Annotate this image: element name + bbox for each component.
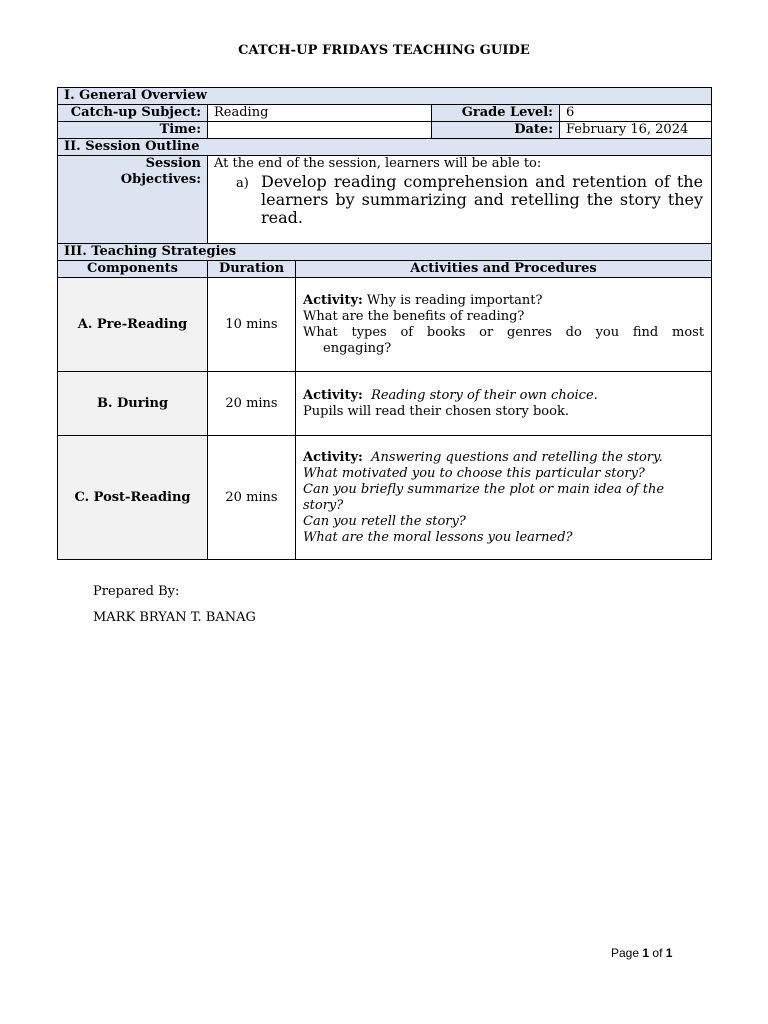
column-header-components: Components <box>58 261 208 278</box>
duration-cell: 20 mins <box>208 436 296 560</box>
activity-title: Answering questions and retelling the story. <box>371 449 663 465</box>
section-teaching-strategies <box>58 244 712 261</box>
general-overview-heading: I. General Overview <box>58 88 712 105</box>
activity-line <box>303 293 704 309</box>
activity-label: Activity: <box>303 449 363 465</box>
activity-title: Reading story of their own choice. <box>371 387 598 403</box>
procedure-line: Can you retell the story? <box>303 513 466 529</box>
page-word: Page <box>611 946 640 960</box>
procedure-line: What are the benefits of reading? <box>303 308 525 324</box>
duration-cell: 20 mins <box>208 372 296 436</box>
session-outline-heading: II. Session Outline <box>58 139 712 156</box>
teaching-guide-table <box>57 87 712 560</box>
page-total: 1 <box>665 946 673 960</box>
objective-text: Develop reading comprehension and retention of the learners by summarizing and retelling the story they read. <box>261 172 704 227</box>
subject-value: Reading <box>208 105 432 122</box>
procedure-line: engaging? <box>323 340 392 356</box>
page-number <box>611 946 672 960</box>
procedure-line: What motivated you to choose this particular story? <box>303 465 645 481</box>
activity-line <box>303 388 704 404</box>
page-of: of <box>652 946 663 960</box>
procedure-line: Pupils will read their chosen story book. <box>303 403 569 419</box>
strategies-header-row <box>58 261 712 278</box>
prepared-by-name: MARK BRYAN T. BANAG <box>93 610 256 625</box>
objectives-content <box>208 156 712 244</box>
procedure-line: story? <box>303 497 344 513</box>
date-value: February 16, 2024 <box>560 122 712 139</box>
time-date-row <box>58 122 712 139</box>
document-title: CATCH-UP FRIDAYS TEACHING GUIDE <box>238 43 530 58</box>
column-header-duration: Duration <box>208 261 296 278</box>
strategy-row-during <box>58 372 712 436</box>
prepared-by-label: Prepared By: <box>93 584 180 599</box>
objectives-intro: At the end of the session, learners will be able to: <box>214 156 542 171</box>
objectives-row <box>58 156 712 244</box>
subject-row <box>58 105 712 122</box>
teaching-strategies-heading: III. Teaching Strategies <box>58 244 712 261</box>
component-cell: C. Post-Reading <box>58 436 208 560</box>
time-label: Time: <box>58 122 208 139</box>
strategy-row-post-reading <box>58 436 712 560</box>
procedure-line: What types of books or genres do you find most <box>303 324 705 340</box>
page-current: 1 <box>642 946 650 960</box>
activities-cell <box>296 372 712 436</box>
objective-item <box>214 173 705 227</box>
activity-label: Activity: <box>303 387 363 403</box>
activities-cell <box>296 278 712 372</box>
time-value <box>208 122 432 139</box>
activities-cell <box>296 436 712 560</box>
objectives-label-line-2: Objectives: <box>120 172 201 187</box>
objective-marker: a) <box>236 176 249 191</box>
subject-label: Catch-up Subject: <box>58 105 208 122</box>
activity-title: Why is reading important? <box>362 292 543 308</box>
objectives-label-line-1: Session <box>145 156 201 171</box>
component-cell: A. Pre-Reading <box>58 278 208 372</box>
activity-line <box>303 450 704 466</box>
procedure-line: What are the moral lessons you learned? <box>303 529 573 545</box>
procedure-line: Can you briefly summarize the plot or main idea of the <box>303 481 665 497</box>
date-label: Date: <box>432 122 560 139</box>
column-header-activities: Activities and Procedures <box>296 261 712 278</box>
objectives-label <box>58 156 208 244</box>
component-cell: B. During <box>58 372 208 436</box>
section-session-outline <box>58 139 712 156</box>
activity-label: Activity: <box>303 292 363 308</box>
strategy-row-pre-reading <box>58 278 712 372</box>
section-general-overview <box>58 88 712 105</box>
grade-label: Grade Level: <box>432 105 560 122</box>
duration-cell: 10 mins <box>208 278 296 372</box>
grade-value: 6 <box>560 105 712 122</box>
